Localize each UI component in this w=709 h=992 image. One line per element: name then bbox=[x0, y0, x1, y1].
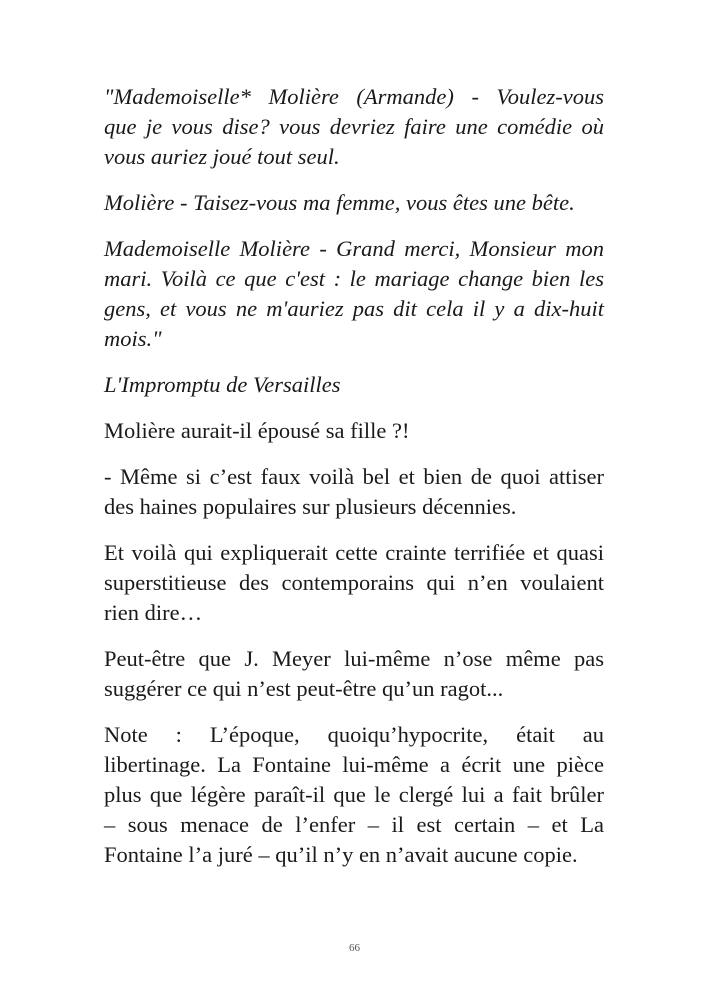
paragraph-source-citation bbox=[104, 370, 604, 400]
text-line: gens, et vous ne m'auriez pas dit cela il y a dix-huit bbox=[104, 296, 604, 321]
text-line: mois." bbox=[104, 326, 162, 351]
text-line: plus que légère paraît-il que le clergé lui a fait brûler bbox=[104, 782, 604, 807]
text-line: vous auriez joué tout seul. bbox=[104, 144, 340, 169]
text-line: Mademoiselle Molière - Grand merci, Monsieur mon bbox=[104, 236, 604, 261]
page-body bbox=[104, 82, 604, 886]
text-line: Molière aurait-il épousé sa fille ?! bbox=[104, 418, 410, 443]
paragraph-question bbox=[104, 416, 604, 446]
text-line: rien dire… bbox=[104, 600, 203, 625]
text-line: des haines populaires sur plusieurs décennies. bbox=[104, 494, 517, 519]
text-line: suggérer ce qui n’est peut-être qu’un ragot... bbox=[104, 676, 504, 701]
paragraph-dialogue-armande bbox=[104, 82, 604, 172]
text-line: libertinage. La Fontaine lui-même a écrit une pièce bbox=[104, 752, 604, 777]
text-line: Fontaine l’a juré – qu’il n’y en n’avait aucune copie. bbox=[104, 842, 578, 867]
text-line: Et voilà qui expliquerait cette crainte terrifiée et quasi bbox=[104, 540, 604, 565]
text-line: – sous menace de l’enfer – il est certain – et La bbox=[104, 812, 604, 837]
text-line: - Même si c’est faux voilà bel et bien de quoi attiser bbox=[104, 464, 604, 489]
text-line: Molière - Taisez-vous ma femme, vous êtes une bête. bbox=[104, 190, 575, 215]
page-number: 66 bbox=[349, 942, 360, 954]
text-line: que je vous dise? vous devriez faire une comédie où bbox=[104, 114, 604, 139]
text-line: superstitieuse des contemporains qui n’en voulaient bbox=[104, 570, 604, 595]
text-line: L'Impromptu de Versailles bbox=[104, 372, 341, 397]
paragraph-note bbox=[104, 720, 604, 870]
text-line: Peut-être que J. Meyer lui-même n’ose même pas bbox=[104, 646, 604, 671]
text-line: Note : L’époque, quoiqu’hypocrite, était au bbox=[104, 722, 604, 747]
paragraph-body bbox=[104, 462, 604, 522]
text-line: mari. Voilà ce que c'est : le mariage change bien les bbox=[104, 266, 604, 291]
paragraph-dialogue-moliere bbox=[104, 188, 604, 218]
text-line: "Mademoiselle* Molière (Armande) - Voulez-vous bbox=[104, 84, 604, 109]
paragraph-body bbox=[104, 538, 604, 628]
paragraph-dialogue-mademoiselle bbox=[104, 234, 604, 354]
paragraph-body bbox=[104, 644, 604, 704]
